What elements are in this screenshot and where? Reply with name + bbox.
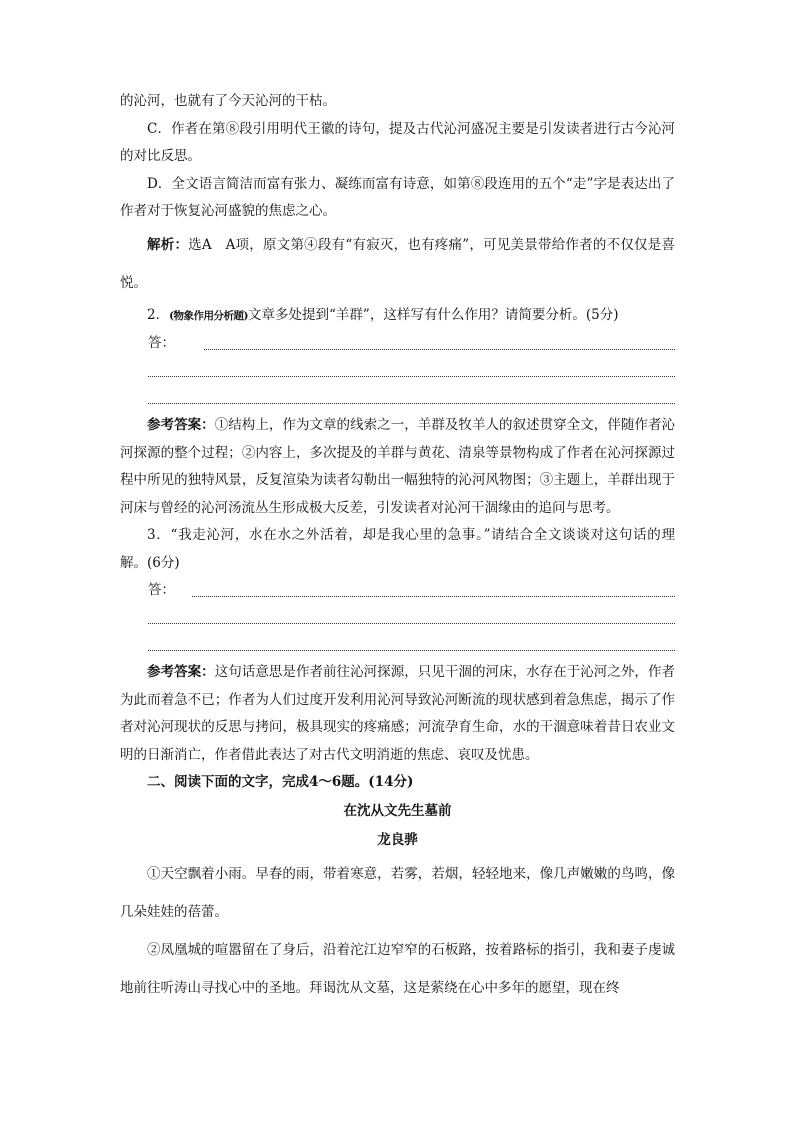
question-3: 3．“我走沁河，水在水之外活着，却是我心里的急事。”请结合全文谈谈对这句话的理解。(6分) (120, 527, 675, 571)
answer-label-3: 答： (148, 582, 175, 598)
essay-author: 龙良骅 (377, 831, 418, 848)
reference-answer-2-text: ①结构上，作为文章的线索之一，羊群及牧羊人的叙述贯穿全文，伴随作者沁河探源的整个过程；②内容上，多次提及的羊群与黄花、清泉等景物构成了作者在沁河探源过程中所见的独特风景，反复渲染为读者勾勒出一幅独特的沁河风物图；③主题上，羊群出现于河床与曾经的沁河汤流丛生形成极大反差，引发读者对沁河干涸缘由的追问与思考。 (120, 417, 676, 516)
analysis-label: 解析： (147, 236, 189, 253)
answer-label-2: 答： (148, 335, 175, 351)
option-c: C．作者在第⑧段引用明代王徽的诗句，提及古代沁河盛况主要是引发读者进行古今沁河的对比反思。 (120, 120, 675, 164)
reference-label: 参考答案： (147, 417, 215, 433)
question-2-number: 2． (147, 306, 170, 323)
reference-answer-3-text: 这句话意思是作者前往沁河探源，只见干涸的河床，水存在于沁河之外，作者为此而着急不已；作者为人们过度开发利用沁河导致沁河断流的现状感到着急焦虑，揭示了作者对沁河现状的反思与拷问，极具现实的疼痛感；河流孕育生命，水的干涸意味着昔日农业文明的日渐消亡，作者借此表达了对古代文明消逝的焦虑、哀叹及忧患。 (120, 664, 676, 763)
answer-line[interactable] (148, 650, 675, 651)
essay-paragraph-1: ①天空飘着小雨。早春的雨，带着寒意，若雾，若烟，轻轻地来，像几声嫩嫩的鸟鸣，像几朵娃娃的蓓蕾。 (120, 865, 675, 920)
reference-answer-2 (120, 412, 675, 522)
question-2 (120, 302, 675, 331)
answer-line[interactable] (192, 596, 675, 597)
question-2-text: 文章多处提到“羊群”，这样写有什么作用？请简要分析。(5分) (248, 306, 619, 323)
answer-line[interactable] (204, 349, 675, 350)
answer-line[interactable] (148, 376, 675, 377)
answer-area-3 (120, 577, 675, 659)
essay-title: 在沈从文先生墓前 (343, 802, 452, 819)
text-line-top: 的沁河，也就有了今天沁河的干枯。 (120, 93, 336, 109)
section-title: 二、阅读下面的文字，完成4～6题。(14分) (147, 774, 414, 790)
analysis-paragraph (120, 226, 675, 302)
reference-answer-3 (120, 659, 675, 769)
option-d: D．全文语言简洁而富有张力、凝练而富有诗意，如第⑧段连用的五个“走”字是表达出了作者对于恢复沁河盛貌的焦虑之心。 (120, 175, 675, 219)
reference-label: 参考答案： (147, 664, 215, 680)
essay-paragraph-2: ②凤凰城的喧嚣留在了身后，沿着沱江边窄窄的石板路，按着路标的指引，我和妻子虔诚地前往听涛山寻找心中的圣地。拜谒沈从文墓，这是萦绕在心中多年的愿望，现在终 (120, 941, 675, 996)
answer-area-2 (120, 330, 675, 412)
answer-line[interactable] (148, 403, 675, 404)
document-page (120, 88, 675, 1007)
answer-line[interactable] (148, 623, 675, 624)
analysis-text: 选A A项，原文第④段有“有寂灭，也有疼痛”，可见美景带给作者的不仅仅是喜悦。 (120, 236, 675, 291)
question-2-tag: (物象作用分析题) (169, 309, 249, 322)
